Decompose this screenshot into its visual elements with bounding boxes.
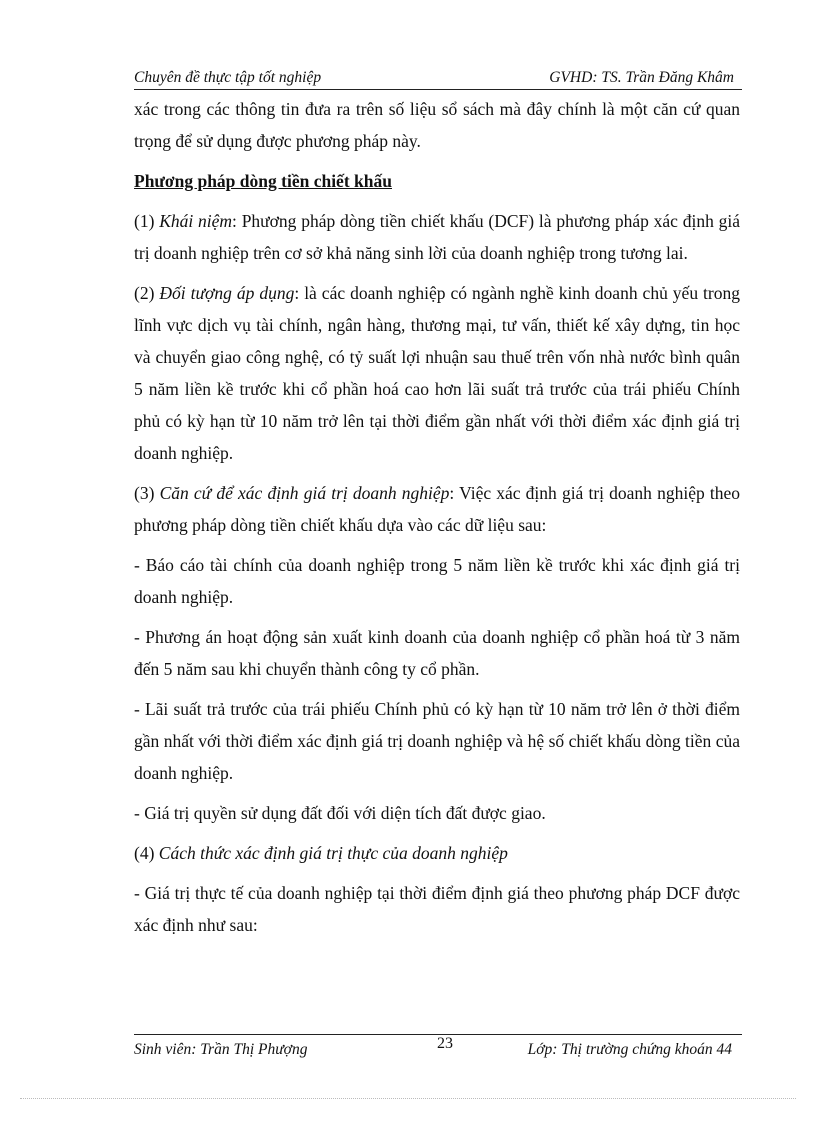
item-number: (1) — [134, 211, 160, 231]
item-number: (4) — [134, 843, 159, 863]
footer-class: Lớp: Thị trường chứng khoán 44 — [527, 1041, 732, 1058]
bullet-financial-reports: - Báo cáo tài chính của doanh nghiệp trong 5 năm liền kề trước khi xác định giá trị doanh nghiệp. — [134, 555, 740, 607]
paragraph-method — [134, 837, 740, 869]
item-term: Cách thức xác định giá trị thực của doanh nghiệp — [158, 843, 508, 863]
header-course-title: Chuyên đề thực tập tốt nghiệp — [134, 69, 322, 86]
section-heading: Phương pháp dòng tiền chiết khấu — [134, 171, 392, 191]
item-term: Khái niệm — [159, 211, 233, 231]
bullet-business-plan: - Phương án hoạt động sản xuất kinh doanh của doanh nghiệp cổ phần hoá từ 3 năm đến 5 năm sau khi chuyển thành công ty cổ phần. — [134, 627, 740, 679]
paragraph-basis — [134, 477, 740, 541]
page-footer — [134, 1034, 742, 1061]
item-term: Đối tượng áp dụng — [159, 283, 295, 303]
header-advisor: GVHD: TS. Trần Đăng Khâm — [549, 69, 734, 86]
document-body — [134, 93, 740, 949]
item-number: (2) — [134, 283, 160, 303]
paragraph-definition — [134, 205, 740, 269]
paragraph-continuation: xác trong các thông tin đưa ra trên số liệu sổ sách mà đây chính là một căn cứ quan trọng để sử dụng được phương pháp này. — [134, 99, 740, 151]
page-number: 23 — [437, 1035, 453, 1052]
page-break-divider — [20, 1098, 796, 1099]
item-number: (3) — [134, 483, 160, 503]
item-text: : Việc xác định giá trị doanh nghiệp theo phương pháp dòng tiền chiết khấu dựa vào các dữ liệu sau: — [134, 483, 740, 535]
bullet-dcf-value: - Giá trị thực tế của doanh nghiệp tại thời điểm định giá theo phương pháp DCF được xác định như sau: — [134, 883, 740, 935]
footer-student: Sinh viên: Trần Thị Phượng — [134, 1041, 308, 1058]
item-term: Căn cứ để xác định giá trị doanh nghiệp — [159, 483, 450, 503]
bullet-bond-rate: - Lãi suất trả trước của trái phiếu Chính phủ có kỳ hạn từ 10 năm trở lên ở thời điểm gần nhất với thời điểm xác định giá trị doanh nghiệp và hệ số chiết khấu dòng tiền của doanh nghiệp. — [134, 699, 740, 783]
item-text: : Phương pháp dòng tiền chiết khấu (DCF) là phương pháp xác định giá trị doanh nghiệp trên cơ sở khả năng sinh lời của doanh nghiệp trong tương lai. — [134, 211, 740, 263]
bullet-land-value: - Giá trị quyền sử dụng đất đối với diện tích đất được giao. — [134, 803, 546, 823]
item-text: : là các doanh nghiệp có ngành nghề kinh doanh chủ yếu trong lĩnh vực dịch vụ tài chính, ngân hàng, thương mại, tư vấn, thiết kế xây dựng, tin học và chuyển giao công nghệ, có tỷ suất lợi nhuận sau thuế trên vốn nhà nước bình quân 5 năm liền kề trước khi cổ phần hoá cao hơn lãi suất trả trước của trái phiếu Chính phủ có kỳ hạn từ 10 năm trở lên tại thời điểm gần nhất với thời điểm xác định giá trị doanh nghiệp. — [134, 283, 740, 463]
page-header — [134, 67, 742, 90]
paragraph-scope — [134, 277, 740, 469]
